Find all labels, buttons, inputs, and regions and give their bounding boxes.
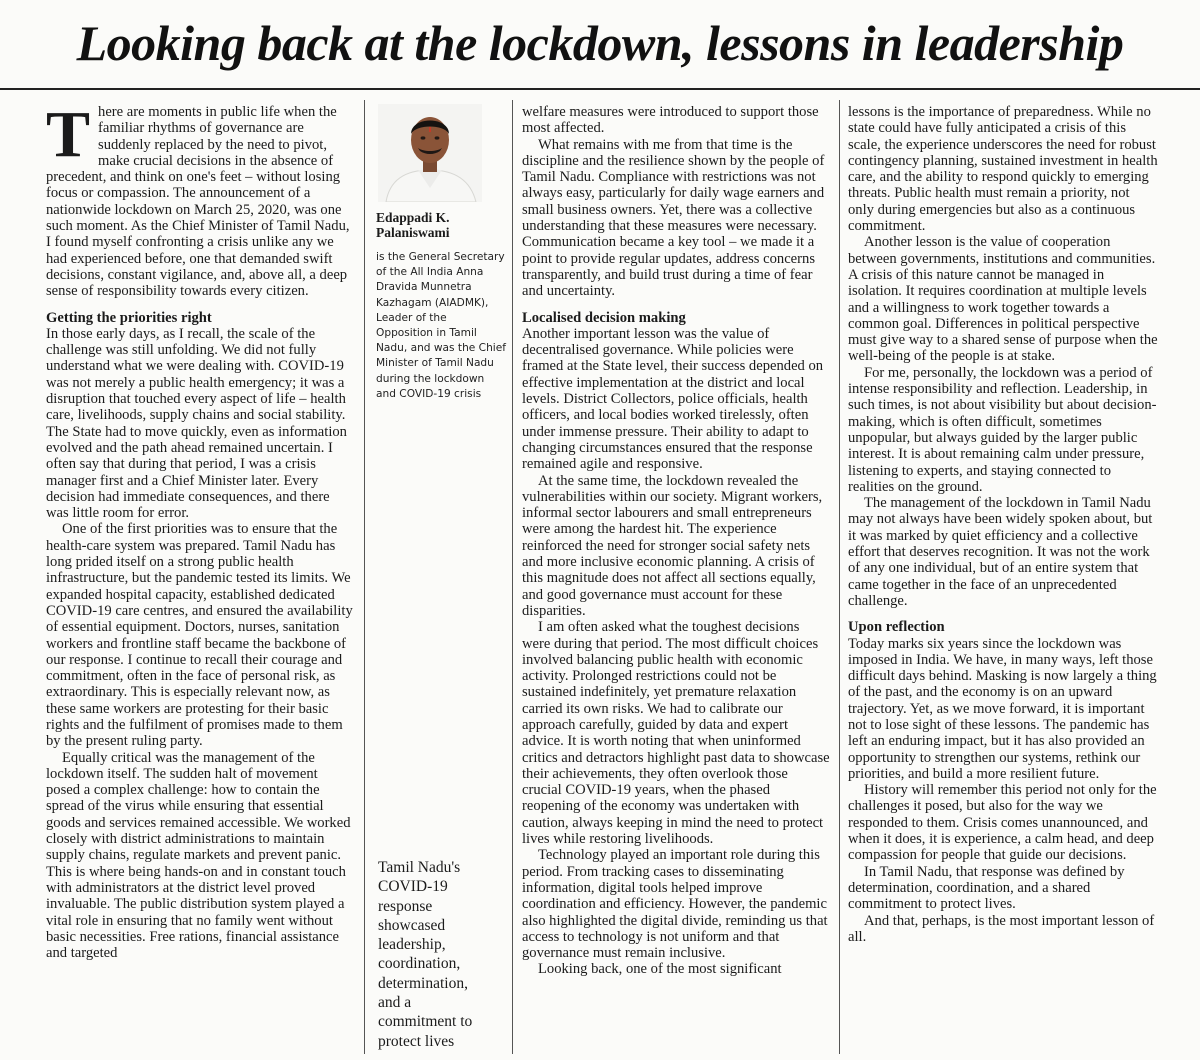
pull-quote-line: response [378,897,433,915]
author-bio: is the General Secretary of the All India Anna Dravida Munnetra Kazhagam (AIADMK), Leader of the Opposition in Tamil Nadu, and was the Chief Minister of Tamil Nadu during the lockdown and COVID-19 crisis [376,251,506,400]
paragraph: lessons is the importance of preparedness. While no state could have fully anticipated a crisis of this scale, the experience underscores the need for robust contingency planning, sustained investment in health care, and the ability to respond quickly to emerging threats. Public health must remain a priority, not only during emergencies but also as a continuous commitment. [848,104,1158,235]
paragraph: Looking back, one of the most significant [538,961,782,978]
subheading-localised: Localised decision making [522,309,686,326]
pull-quote-line: protect lives [378,1032,455,1050]
author-name [376,210,506,240]
paragraph: The management of the lockdown in Tamil Nadu may not always have been widely spoken about, but it was marked by quiet efficiency and a collective effort that deserves recognition. It was not the work of any one individual, but of an entire system that came together in the face of an unprecedented challenge. [848,495,1153,609]
author-box [376,104,506,402]
paragraph: Another important lesson was the value of decentralised governance. While policies were framed at the State level, their success depended on effective implementation at the district and local levels. District Collectors, police officials, health officers, and local bodies worked tirelessly, often under immense pressure. Their ability to adapt to changing circumstances ensured that the response remained agile and responsive. [522,325,824,473]
pull-quote-line: leadership, [378,936,446,954]
column-3 [522,104,830,1054]
headline: Looking back at the lockdown, lessons in leadership [76,15,1124,71]
subheading-priorities: Getting the priorities right [46,309,212,326]
pull-quote [378,858,500,1051]
pull-quote-line: COVID-19 [378,878,448,896]
pull-quote-line: determination, [378,974,468,992]
headline-rule [0,88,1200,90]
pull-quote-line: Tamil Nadu's [378,859,461,876]
paragraph: For me, personally, the lockdown was a period of intense responsibility and reflection. Leadership, in such times, is not about visibility but about decision-making, which is often difficult, sometimes unpopular, but always guided by the larger public interest. It is about remaining calm under pressure, listening to experts, and staying connected to realities on the ground. [848,364,1157,495]
paragraph: One of the first priorities was to ensure that the health-care system was prepared. Tamil Nadu has long prided itself on a strong public health infrastructure, but the pandemic tested its limits. We expanded hospital capacity, established dedicated COVID-19 care centres, and ensured the availability of essential equipment. Doctors, nurses, sanitation workers and frontline staff became the backbone of our response. I continue to recall their courage and commitment, often in the face of personal risk, as extraordinary. This is especially relevant now, as these same workers are protesting for their basic rights and the fulfilment of promises made to them by the present ruling party. [46,521,353,750]
subheading-reflection: Upon reflection [848,619,945,636]
paragraph: And that, perhaps, is the most important lesson of all. [848,912,1155,945]
paragraph: What remains with me from that time is the discipline and the resilience shown by the people of Tamil Nadu. Compliance with restrictions was not always easy, particularly for daily wage earners and small business owners. Yet, there was a collective understanding that these measures were necessary. Communication became a key tool – we made it a point to provide regular updates, address concerns transparently, and build trust during a time of fear and uncertainty. [522,136,825,300]
author-name-line: Palaniswami [376,225,450,240]
author-portrait [378,104,482,202]
paragraph: In those early days, as I recall, the scale of the challenge was still unfolding. We did not fully understand what we were dealing with. COVID-19 was not merely a public health emergency; it was a disruption that touched every aspect of life – health care, livelihoods, supply chains and social stability. The State had to move quickly, even as information evolved and the path ahead remained uncertain. I often say that during that period, I was a crisis manager first and a Chief Minister later. Every decision had immediate consequences, and there was little room for error. [46,325,347,522]
paragraph: In Tamil Nadu, that response was defined by determination, coordination, and a shared commitment to protect lives. [848,863,1125,913]
paragraph: Technology played an important role during this period. From tracking cases to disseminating information, digital tools helped improve coordination and efficiency. However, the pandemic also highlighted the digital divide, reminding us that access to technology is not uniform and that governance must remain inclusive. [522,847,828,962]
drop-cap: T [46,104,91,171]
paragraph: Another lesson is the value of cooperation between governments, institutions and communities. A crisis of this nature cannot be managed in isolation. It requires coordination at multiple levels and a willingness to work together towards a common goal. Differences in political perspective must give way to a shared sense of purpose when the well-being of the people is at stake. [848,234,1158,365]
column-divider [364,100,365,1054]
pull-quote-line: coordination, [378,955,461,973]
column-4 [848,104,1158,1054]
paragraph: I am often asked what the toughest decisions were during that period. The most difficult choices involved balancing public health with economic activity. Prolonged restrictions could not be sustained indefinitely, yet premature relaxation carried its own risks. We had to calibrate our approach carefully, guided by data and expert advice. It is worth noting that when uninformed critics and detractors highlight past data to showcase their achievements, they often overlook those crucial COVID-19 years, when the phased reopening of the economy was undertaken with caution, always keeping in mind the need to protect lives while restoring livelihoods. [522,619,830,848]
column-divider [512,100,513,1054]
pull-quote-line: commitment to [378,1013,473,1031]
paragraph: History will remember this period not only for the challenges it posed, but also for the way we responded to them. Crisis comes unannounced, and when it does, it is experience, a calm head, and deep compassion for people that guide our decisions. [848,782,1157,864]
paragraph: here are moments in public life when the familiar rhythms of governance are suddenly replaced by the need to pivot, make crucial decisions in the absence of precedent, and think on one's feet – without losing focus or compassion. The announcement of a nationwide lockdown on March 25, 2020, was one such moment. As the Chief Minister of Tamil Nadu, I found myself confronting a crisis unlike any we had experienced before, one that demanded swift decisions, constant vigilance, and, above all, a deep sense of responsibility towards every citizen. [46,104,350,300]
column-1 [46,104,354,1054]
pull-quote-line: showcased [378,916,446,934]
paragraph: Today marks six years since the lockdown was imposed in India. We have, in many ways, left those difficult days behind. Masking is now largely a thing of the past, and the economy is on an upward trajectory. Yet, as we move forward, it is important not to lose sight of these lessons. The pandemic has left an enduring impact, but it has also provided an opportunity to strengthen our systems, rethink our priorities, and build a more resilient future. [848,635,1157,782]
paragraph: Equally critical was the management of the lockdown itself. The sudden halt of movement posed a complex challenge: how to contain the spread of the virus while ensuring that essential goods and services remained accessible. We worked closely with district administrations to maintain supply chains, regulate markets and prevent panic. This is where being hands-on and in constant touch with administrators at the district level proved invaluable. The public distribution system played a vital role in ensuring that no family went without basic necessities. Free rations, financial assistance and targeted [46,749,351,962]
column-divider [839,100,840,1054]
paragraph: At the same time, the lockdown revealed the vulnerabilities within our society. Migrant workers, informal sector labourers and small entrepreneurs were among the hardest hit. The experience reinforced the need for stronger social safety nets and more inclusive economic planning. A crisis of this magnitude does not affect all sections equally, and good governance must account for these disparities. [522,472,823,619]
paragraph: welfare measures were introduced to support those most affected. [522,104,819,137]
author-name-line: Edappadi K. [376,210,450,225]
pull-quote-line: and a [378,994,412,1012]
